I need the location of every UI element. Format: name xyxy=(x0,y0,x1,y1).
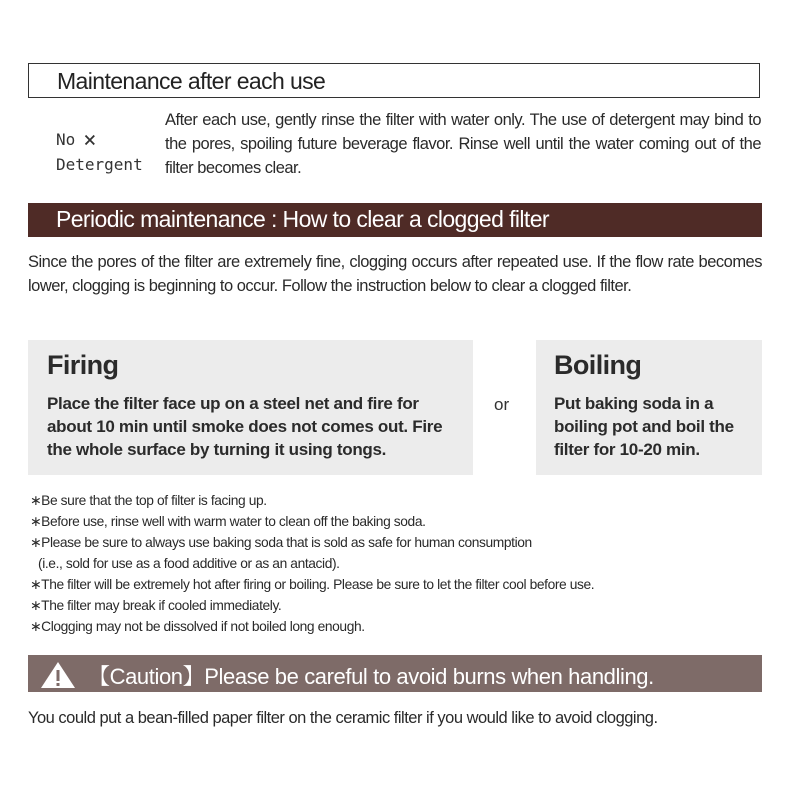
footer-tip: You could put a bean-filled paper filter on the ceramic filter if you would like to avoid clogging. xyxy=(28,709,658,727)
after-use-instructions: After each use, gently rinse the filter with water only. The use of detergent may bind to the pores, spoiling future beverage flavor. Rinse well until the water coming out of the filter becomes clear. xyxy=(165,111,761,177)
caution-bar xyxy=(28,655,762,692)
notes-list xyxy=(30,490,594,637)
warning-triangle-icon xyxy=(40,661,76,689)
note-item: ∗Before use, rinse well with warm water to clean off the baking soda. xyxy=(30,514,426,529)
section-header-after-use xyxy=(28,63,760,98)
section-header-periodic xyxy=(28,203,762,237)
boiling-card xyxy=(536,340,762,475)
boiling-text: Put baking soda in a boiling pot and boil the filter for 10-20 min. xyxy=(554,394,734,459)
no-text: No xyxy=(56,130,76,149)
firing-text: Place the filter face up on a steel net and fire for about 10 min until smoke does not comes out. Fire the whole surface by turning it using tongs. xyxy=(47,394,443,459)
note-item: (i.e., sold for use as a food additive or as an antacid). xyxy=(38,556,340,571)
firing-title: Firing xyxy=(47,350,119,380)
note-item: ∗Please be sure to always use baking soda that is sold as safe for human consumption xyxy=(30,535,532,550)
or-label: or xyxy=(494,395,510,414)
firing-card xyxy=(28,340,473,475)
no-detergent-label xyxy=(56,128,143,177)
boiling-title: Boiling xyxy=(554,350,642,380)
caution-text: 【Caution】Please be careful to avoid burns when handling. xyxy=(88,664,654,689)
note-item: ∗Be sure that the top of filter is facing up. xyxy=(30,493,267,508)
note-item: ∗The filter may break if cooled immediately. xyxy=(30,598,282,613)
section-title: Periodic maintenance : How to clear a clogged filter xyxy=(56,206,549,232)
note-item: ∗Clogging may not be dissolved if not boiled long enough. xyxy=(30,619,365,634)
section-title: Maintenance after each use xyxy=(57,68,326,94)
periodic-intro: Since the pores of the filter are extremely fine, clogging occurs after repeated use. If the flow rate becomes lower, clogging is beginning to occur. Follow the instruction below to clear a clogged filter. xyxy=(28,253,762,295)
note-item: ∗The filter will be extremely hot after firing or boiling. Please be sure to let the filter cool before use. xyxy=(30,577,595,592)
detergent-text: Detergent xyxy=(56,155,143,174)
cross-icon: × xyxy=(83,128,97,153)
